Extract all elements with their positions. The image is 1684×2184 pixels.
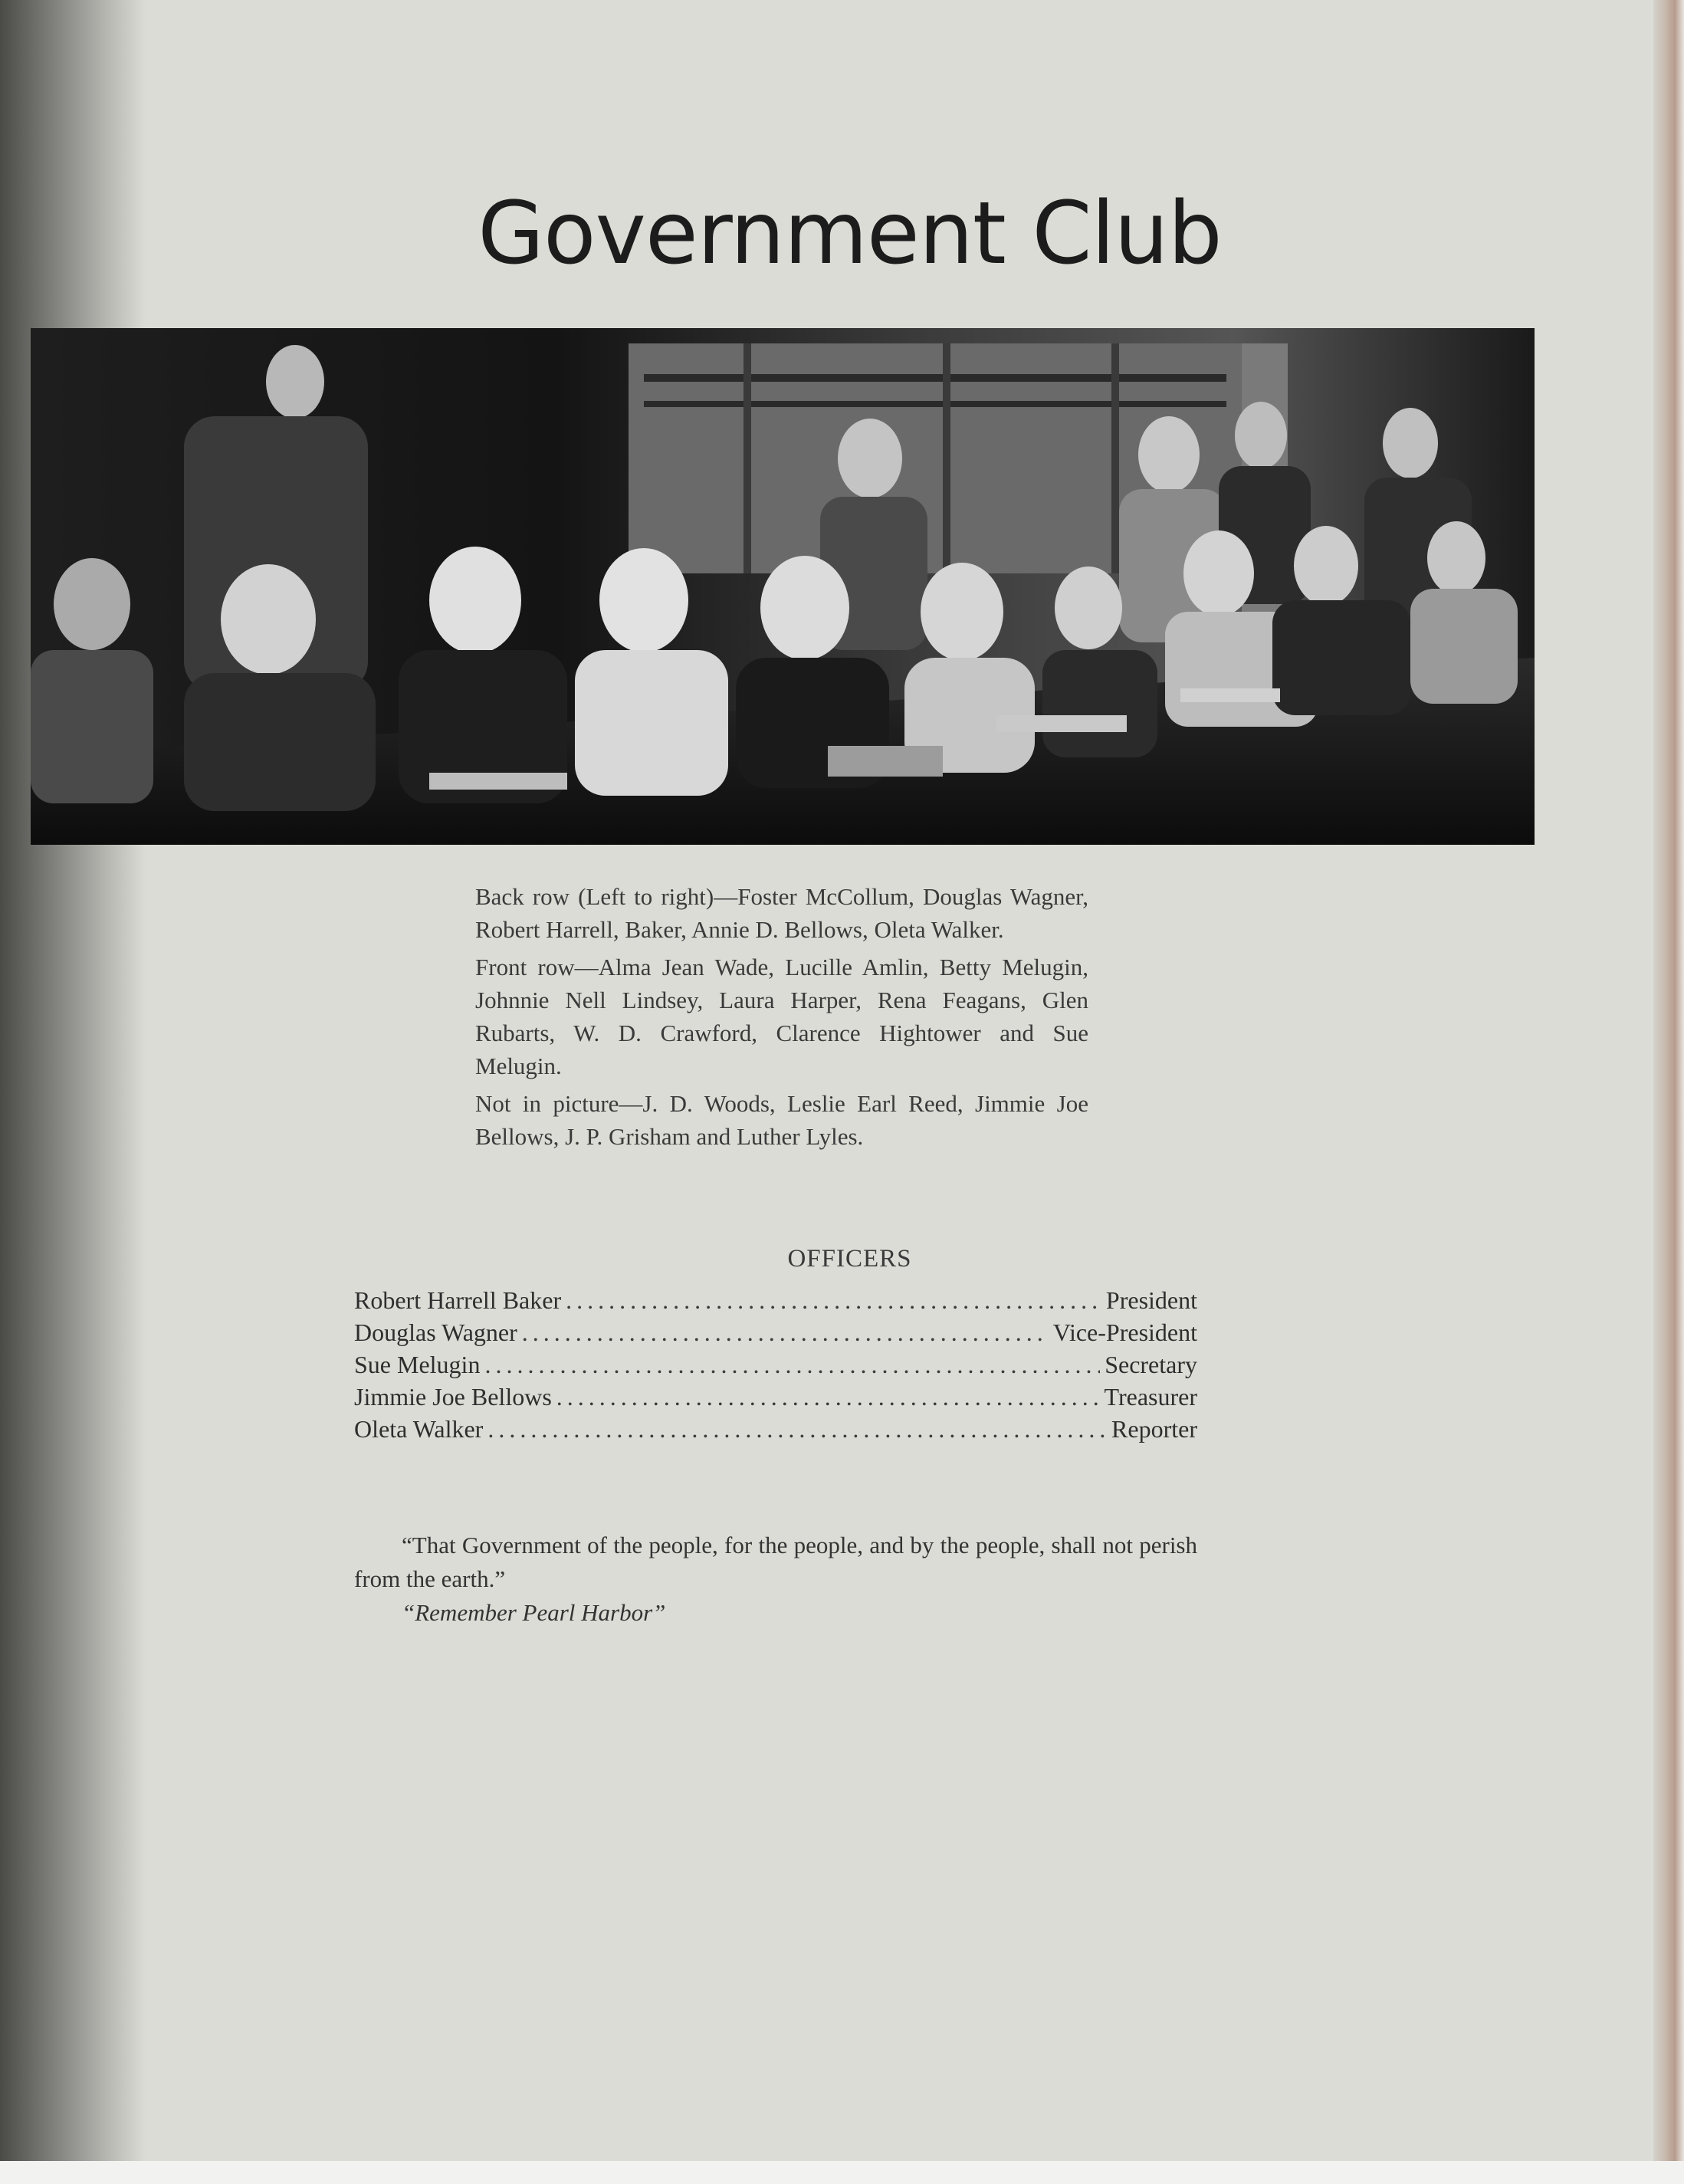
photo-caption bbox=[475, 880, 1088, 1158]
officer-name: Oleta Walker bbox=[354, 1415, 484, 1443]
officer-name: Robert Harrell Baker bbox=[354, 1286, 562, 1314]
officer-row bbox=[354, 1383, 1197, 1415]
quote-block bbox=[354, 1529, 1197, 1630]
officer-name: Jimmie Joe Bellows bbox=[354, 1383, 552, 1411]
page-edge bbox=[1653, 0, 1684, 2184]
scan-border bbox=[0, 2161, 1684, 2184]
officer-role: Vice-President bbox=[1052, 1319, 1197, 1346]
leader-dots bbox=[484, 1351, 1100, 1379]
officer-role: President bbox=[1105, 1286, 1197, 1314]
leader-dots bbox=[556, 1383, 1100, 1411]
page-title: Government Club bbox=[478, 184, 1222, 284]
officers-heading: OFFICERS bbox=[787, 1245, 912, 1273]
group-photo bbox=[31, 328, 1535, 845]
officer-row bbox=[354, 1286, 1197, 1319]
quote-text: “That Government of the people, for the people, and by the people, shall not perish from the earth.” bbox=[354, 1532, 1197, 1592]
officer-name: Sue Melugin bbox=[354, 1351, 481, 1378]
leader-dots bbox=[487, 1415, 1107, 1443]
officer-row bbox=[354, 1351, 1197, 1383]
officers-list bbox=[354, 1286, 1197, 1447]
quote-motto: “Remember Pearl Harbor” bbox=[402, 1599, 666, 1626]
officer-row bbox=[354, 1415, 1197, 1447]
group-photo-image bbox=[31, 328, 1535, 845]
leader-dots bbox=[522, 1319, 1049, 1347]
caption-back-row: Back row (Left to right)—Foster McCollum, Douglas Wagner, Robert Harrell, Baker, Annie D. Bellows, Oleta Walker. bbox=[475, 883, 1088, 943]
officer-name: Douglas Wagner bbox=[354, 1319, 517, 1346]
leader-dots bbox=[566, 1286, 1101, 1315]
officer-role: Secretary bbox=[1105, 1351, 1197, 1378]
officer-role: Reporter bbox=[1111, 1415, 1197, 1443]
officer-row bbox=[354, 1319, 1197, 1351]
officer-role: Treasurer bbox=[1104, 1383, 1197, 1411]
caption-not-in-picture: Not in picture—J. D. Woods, Leslie Earl Reed, Jimmie Joe Bellows, J. P. Grisham and Luther Lyles. bbox=[475, 1090, 1088, 1150]
caption-front-row: Front row—Alma Jean Wade, Lucille Amlin, Betty Melugin, Johnnie Nell Lindsey, Laura Harper, Rena Feagans, Glen Rubarts, W. D. Crawford, Clarence Hightower and Sue Melugin. bbox=[475, 954, 1088, 1079]
